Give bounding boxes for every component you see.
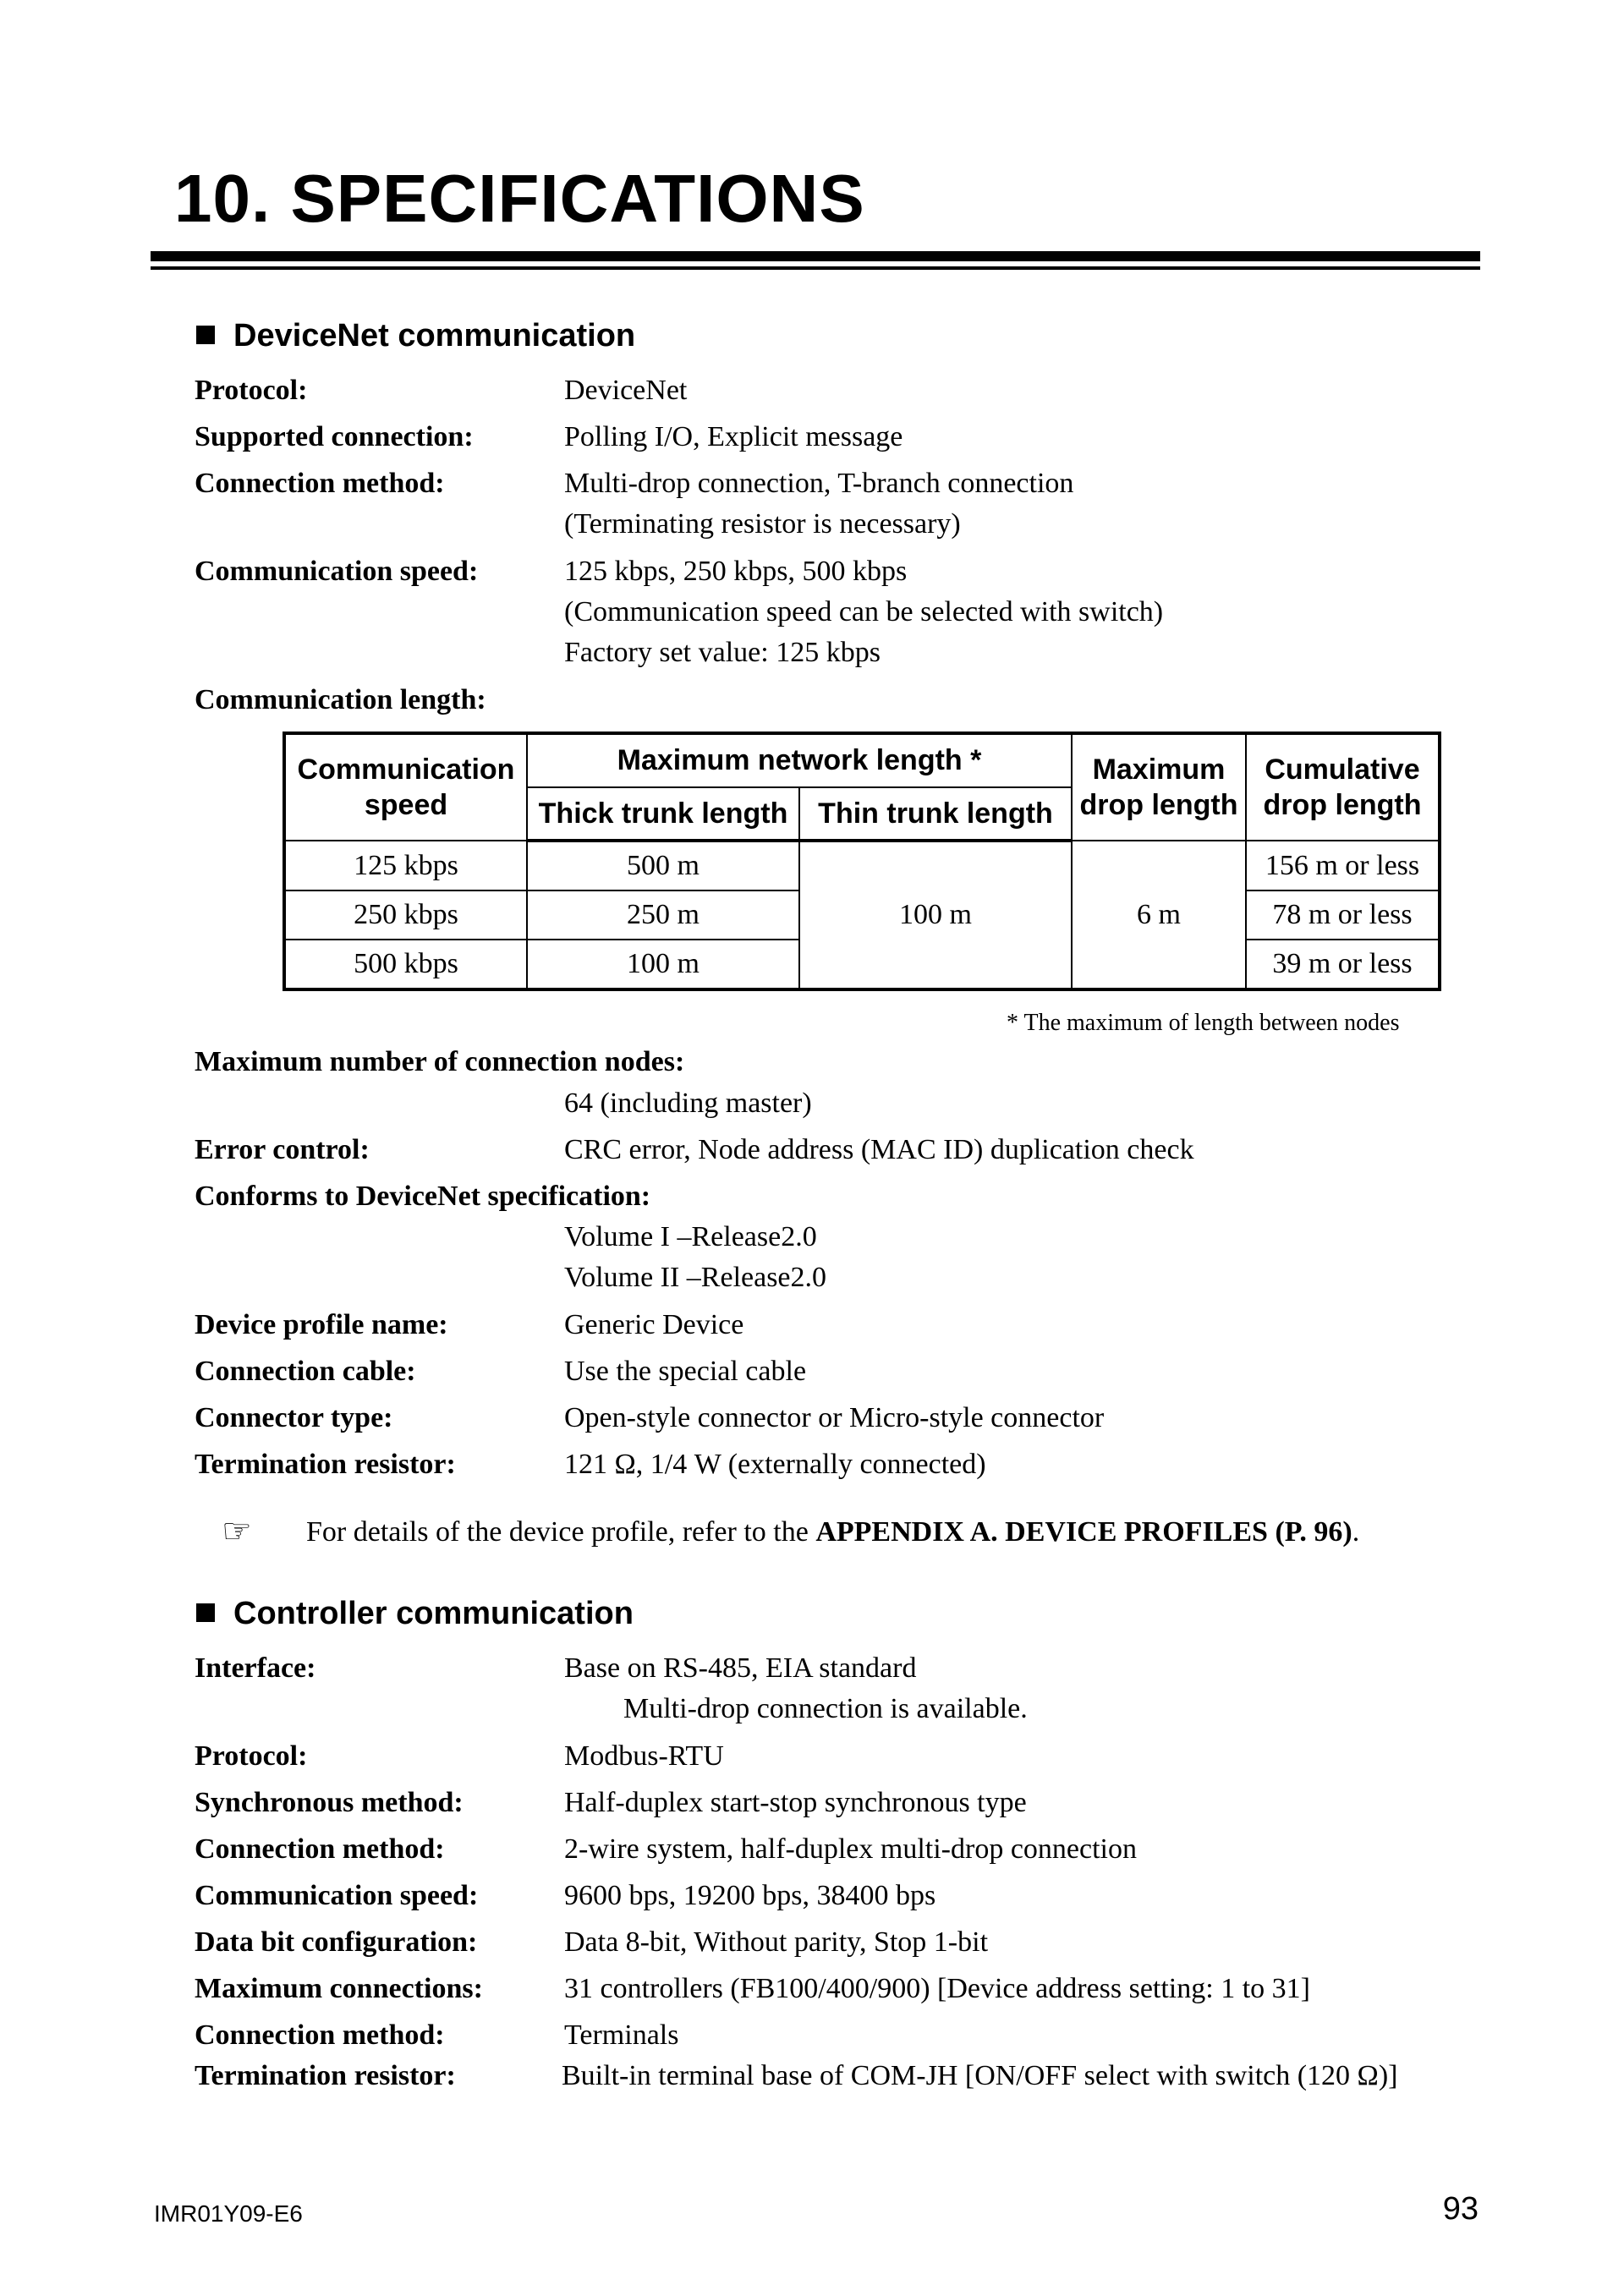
spec-value: Use the special cable (564, 1356, 807, 1387)
spec-label: Data bit configuration: (195, 1926, 478, 1958)
spec-label: Communication speed: (195, 1880, 479, 1911)
spec-label: Termination resistor: (195, 2060, 456, 2091)
spec-value (564, 463, 1073, 545)
page-number: 93 (1442, 2191, 1479, 2227)
spec-value: Half-duplex start-stop synchronous type (564, 1787, 1027, 1818)
spec-value: DeviceNet (564, 375, 688, 406)
spec-value: Modbus-RTU (564, 1740, 724, 1772)
square-bullet-icon (196, 1603, 215, 1622)
spec-value: Open-style connector or Micro-style connector (564, 1402, 1105, 1433)
spec-value: CRC error, Node address (MAC ID) duplication check (564, 1134, 1194, 1165)
spec-label: Communication speed: (195, 556, 479, 587)
table-row (284, 841, 1440, 890)
spec-value-line: 125 kbps, 250 kbps, 500 kbps (564, 556, 908, 587)
square-bullet-icon (196, 326, 215, 344)
spec-value: 31 controllers (FB100/400/900) [Device address setting: 1 to 31] (564, 1973, 1310, 2004)
cell-cumulative: 78 m or less (1246, 890, 1440, 940)
cell-thick: 500 m (527, 841, 799, 890)
spec-value-line: (Communication speed can be selected with switch) (564, 596, 1164, 627)
spec-label: Conforms to DeviceNet specification: (195, 1181, 651, 1212)
spec-label: Interface: (195, 1652, 316, 1684)
title-rule-thin (151, 266, 1480, 270)
section-heading-text: DeviceNet communication (233, 318, 636, 353)
spec-label: Supported connection: (195, 421, 474, 452)
spec-label: Connection cable: (195, 1356, 416, 1387)
cell-max-drop: 6 m (1072, 841, 1246, 989)
appendix-reference-link[interactable]: APPENDIX A. DEVICE PROFILES (P. 96) (815, 1516, 1352, 1548)
spec-value: Built-in terminal base of COM-JH [ON/OFF select with switch (120 Ω)] (562, 2060, 1398, 2091)
spec-value-line: Volume II –Release2.0 (564, 1262, 827, 1293)
spec-value: 2-wire system, half-duplex multi-drop connection (564, 1833, 1137, 1865)
spec-label: Connection method: (195, 1833, 445, 1865)
header-max-drop-length: Maximum drop length (1072, 733, 1246, 841)
cell-thick: 100 m (527, 940, 799, 989)
spec-value: 64 (including master) (564, 1088, 812, 1119)
header-communication-speed: Communication speed (284, 733, 527, 841)
spec-label: Termination resistor: (195, 1449, 456, 1480)
spec-value: Terminals (564, 2019, 679, 2051)
spec-value (564, 1648, 1028, 1729)
page-title: 10. SPECIFICATIONS (174, 161, 865, 236)
communication-length-table (283, 732, 1441, 991)
header-max-network-length: Maximum network length * (527, 733, 1072, 787)
section-heading-text: Controller communication (233, 1596, 634, 1631)
spec-value: 9600 bps, 19200 bps, 38400 bps (564, 1880, 936, 1911)
reference-note (222, 1511, 1359, 1553)
spec-value: Data 8-bit, Without parity, Stop 1-bit (564, 1926, 989, 1958)
section-heading-devicenet (196, 315, 635, 357)
spec-value: Polling I/O, Explicit message (564, 421, 903, 452)
section-heading-controller (196, 1592, 634, 1635)
cell-speed: 500 kbps (284, 940, 527, 989)
cell-speed: 250 kbps (284, 890, 527, 940)
spec-value-line: Volume I –Release2.0 (564, 1221, 817, 1252)
spec-label: Communication length: (195, 684, 486, 715)
spec-value-line: Multi-drop connection, T-branch connection (564, 468, 1074, 499)
cell-thick: 250 m (527, 890, 799, 940)
spec-value-line: (Terminating resistor is necessary) (564, 508, 961, 540)
spec-value: 121 Ω, 1/4 W (externally connected) (564, 1449, 986, 1480)
spec-label: Connection method: (195, 2019, 445, 2051)
spec-label: Protocol: (195, 1740, 308, 1772)
cell-cumulative: 39 m or less (1246, 940, 1440, 989)
header-cumulative-drop-length: Cumulative drop length (1246, 733, 1440, 841)
spec-value (564, 551, 1163, 673)
cell-speed: 125 kbps (284, 841, 527, 890)
reference-note-end: . (1352, 1516, 1360, 1548)
cell-thin-trunk: 100 m (799, 841, 1072, 989)
header-thin-trunk-length: Thin trunk length (799, 787, 1072, 841)
spec-value-line: Base on RS-485, EIA standard (564, 1652, 917, 1684)
spec-label: Device profile name: (195, 1309, 448, 1340)
spec-value-line: Multi-drop connection is available. (623, 1693, 1028, 1724)
spec-label: Protocol: (195, 375, 308, 406)
spec-label: Connector type: (195, 1402, 393, 1433)
reference-note-text: For details of the device profile, refer to the (306, 1516, 816, 1548)
pointing-hand-icon: ☞ (222, 1512, 252, 1551)
table-footnote: * The maximum of length between nodes (1007, 1010, 1400, 1036)
spec-label: Error control: (195, 1134, 370, 1165)
title-rule-thick (151, 251, 1480, 261)
header-thick-trunk-length: Thick trunk length (527, 787, 799, 841)
spec-label: Connection method: (195, 468, 445, 499)
spec-label: Maximum number of connection nodes: (195, 1046, 685, 1077)
spec-value (564, 1217, 826, 1298)
cell-cumulative: 156 m or less (1246, 841, 1440, 890)
spec-label: Maximum connections: (195, 1973, 483, 2004)
spec-label: Synchronous method: (195, 1787, 464, 1818)
document-code: IMR01Y09-E6 (154, 2200, 303, 2227)
spec-value-line: Factory set value: 125 kbps (564, 637, 881, 668)
spec-value: Generic Device (564, 1309, 744, 1340)
